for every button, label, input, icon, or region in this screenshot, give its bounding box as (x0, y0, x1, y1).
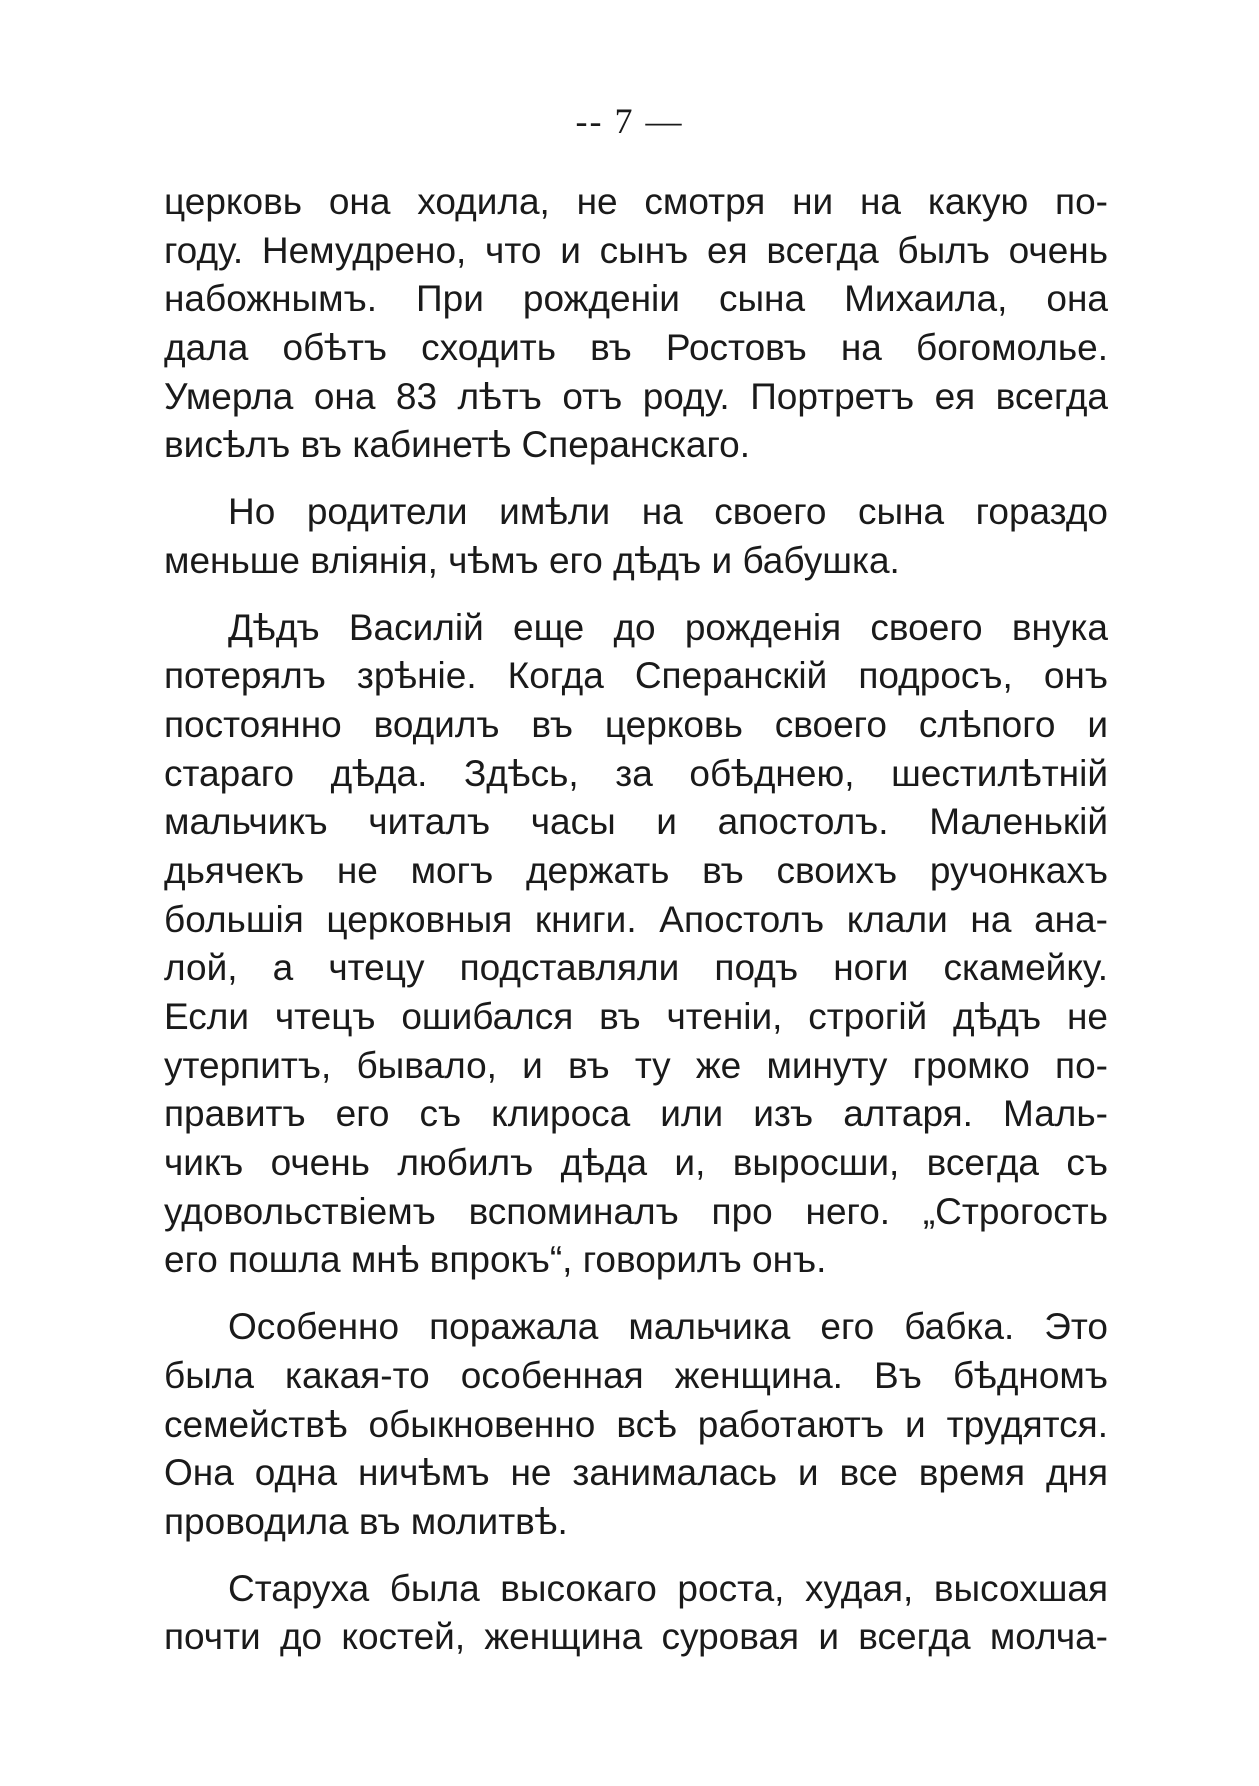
text-line: стараго дѣда. Здѣсь, за обѣднею, шестилѣтній (164, 752, 1108, 794)
text-line: Если чтецъ ошибался въ чтеніи, строгій дѣдъ не (164, 996, 1108, 1037)
paragraph-4 (164, 1303, 1108, 1546)
text-line: меньше вліянія, чѣмъ его дѣдъ и бабушка. (164, 539, 900, 581)
text-line: большія церковныя книги. Апостолъ клали на ана- (164, 898, 1108, 940)
text-line: Старуха была высокаго роста, худая, высохшая (228, 1567, 1108, 1609)
text-line: висѣлъ въ кабинетѣ Сперанскаго. (164, 424, 750, 466)
text-line: Особенно поражала мальчика его бабка. Это (228, 1306, 1108, 1348)
text-line: семействѣ обыкновенно всѣ работаютъ и трудятся. (164, 1403, 1108, 1445)
paragraph-2 (164, 488, 1108, 585)
text-line: лой, а чтецу подставляли подъ ноги скамейку. (164, 947, 1108, 989)
text-line: потерялъ зрѣніе. Когда Сперанскій подросъ, онъ (164, 655, 1108, 697)
body-text (164, 178, 1108, 1662)
text-line: была какая-то особенная женщина. Въ бѣдномъ (164, 1354, 1108, 1396)
text-line: Но родители имѣли на своего сына гораздо (228, 491, 1108, 533)
paragraph-5 (164, 1565, 1108, 1662)
text-line: мальчикъ читалъ часы и апостолъ. Маленькій (164, 801, 1108, 843)
text-line: проводила въ молитвѣ. (164, 1500, 568, 1542)
paragraph-3 (164, 604, 1108, 1286)
text-line: дьячекъ не могъ держать въ своихъ ручонкахъ (164, 849, 1108, 891)
text-line: его пошла мнѣ впрокъ“, говорилъ онъ. (164, 1239, 827, 1281)
text-line: утерпитъ, бывало, и въ ту же минуту громко по- (164, 1044, 1108, 1086)
text-line: церковь она ходила, не смотря ни на какую по- (164, 181, 1108, 222)
text-line: правитъ его съ клироса или изъ алтаря. Маль- (164, 1093, 1108, 1135)
text-line: постоянно водилъ въ церковь своего слѣпого и (164, 703, 1108, 745)
text-line: удовольствіемъ вспоминалъ про него. „Строгость (164, 1190, 1108, 1232)
page-number: -- 7 — (575, 101, 684, 141)
text-line: Она одна ничѣмъ не занималась и все время дня (164, 1452, 1108, 1494)
text-line: году. Немудрено, что и сынъ ея всегда былъ очень (164, 229, 1108, 271)
text-line: набожнымъ. При рожденіи сына Михаила, она (164, 278, 1108, 320)
text-line: дала обѣтъ сходить въ Ростовъ на богомолье. (164, 327, 1108, 369)
paragraph-1 (164, 178, 1108, 470)
text-line: почти до костей, женщина суровая и всегда молча- (164, 1616, 1108, 1658)
text-line: Дѣдъ Василій еще до рожденія своего внука (228, 606, 1108, 648)
text-line: чикъ очень любилъ дѣда и, выросши, всегда съ (164, 1142, 1108, 1184)
text-line: Умерла она 83 лѣтъ отъ роду. Портретъ ея всегда (164, 375, 1108, 417)
